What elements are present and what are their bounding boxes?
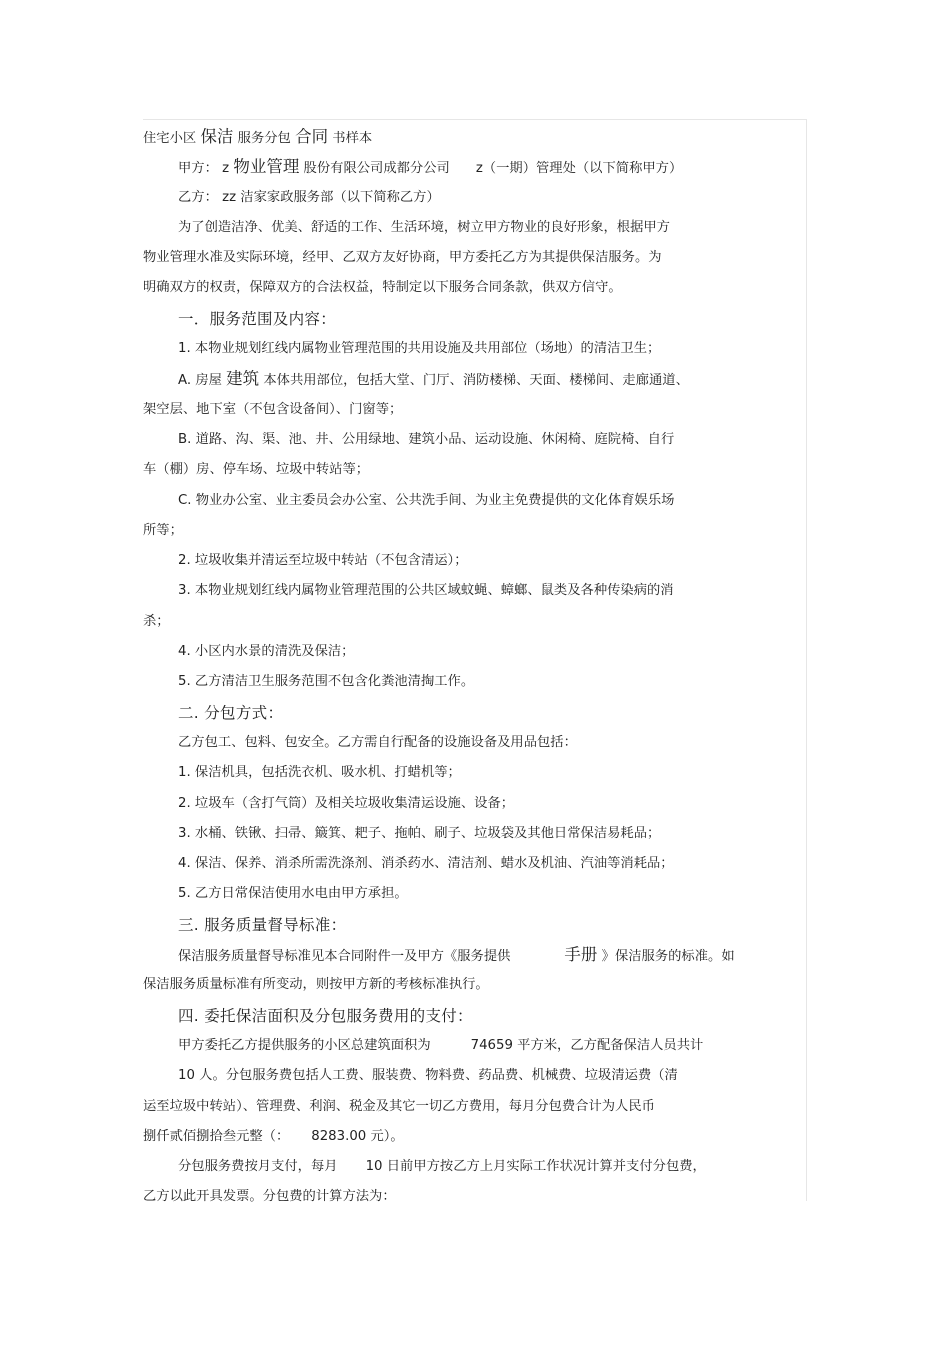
- section-4-para-1-line-1: 甲方委托乙方提供服务的小区总建筑面积为 74659 平方米，乙方配备保洁人员共计: [178, 1037, 704, 1053]
- document-title: 住宅小区 保洁 服务分包 合同 书样本: [143, 127, 373, 146]
- preamble-line-3: 明确双方的权责，保障双方的合法权益，特制定以下服务合同条款，供双方信守。: [143, 280, 622, 296]
- section-1-item-b-cont: 车（棚）房、停车场、垃圾中转站等；: [143, 462, 370, 478]
- section-1-item-3: 3. 本物业规划红线内属物业管理范围的公共区域蚊蝇、蟑螂、鼠类及各种传染病的消: [178, 583, 674, 599]
- section-1-item-3-cont: 杀；: [143, 613, 170, 629]
- section-1-item-a-cont: 架空层、地下室（不包含设备间）、门窗等；: [143, 401, 403, 417]
- section-2-intro: 乙方包工、包料、包安全。乙方需自行配备的设施设备及用品包括：: [178, 734, 577, 750]
- section-2-item-4: 4. 保洁、保养、消杀所需洗涤剂、消杀药水、清洁剂、蜡水及机油、汽油等消耗品；: [178, 856, 674, 872]
- section-4-heading: 四. 委托保洁面积及分包服务费用的支付：: [178, 1006, 473, 1025]
- contract-body: [143, 122, 793, 1213]
- section-3-line-1: 保洁服务质量督导标准见本合同附件一及甲方《服务提供 手册 》保洁服务的标准。如: [178, 945, 735, 965]
- preamble-line-1: 为了创造洁净、优美、舒适的工作、生活环境，树立甲方物业的良好形象，根据甲方: [178, 219, 670, 235]
- section-2-item-3: 3. 水桶、铁锹、扫帚、簸箕、耙子、拖帕、刷子、垃圾袋及其他日常保洁易耗品；: [178, 825, 661, 841]
- section-3-heading: 三. 服务质量督导标准：: [178, 915, 347, 934]
- section-2-item-5: 5. 乙方日常保洁使用水电由甲方承担。: [178, 886, 408, 902]
- section-4-para-1-line-2: 10 人。分包服务费包括人工费、服装费、物料费、药品费、机械费、垃圾清运费（清: [178, 1068, 678, 1084]
- preamble-line-2: 物业管理水准及实际环境，经甲、乙双方友好协商，甲方委托乙方为其提供保洁服务。为: [143, 250, 662, 266]
- section-4-para-1-line-4: 捌仟贰佰捌拾叁元整（： 8283.00 元）。: [143, 1128, 404, 1144]
- section-4-para-1-line-3: 运至垃圾中转站）、管理费、利润、税金及其它一切乙方费用，每月分包费合计为人民币: [143, 1098, 655, 1114]
- section-3-line-2: 保洁服务质量标准有所变动，则按甲方新的考核标准执行。: [143, 977, 489, 993]
- section-2-item-1: 1. 保洁机具，包括洗衣机、吸水机、打蜡机等；: [178, 765, 461, 781]
- section-1-item-b: B. 道路、沟、渠、池、井、公用绿地、建筑小品、运动设施、休闲椅、庭院椅、自行: [178, 431, 675, 447]
- party-b-line: 乙方： zz 洁家家政服务部（以下简称乙方）: [178, 189, 440, 205]
- section-2-heading: 二. 分包方式：: [178, 703, 284, 722]
- section-1-item-4: 4. 小区内水景的清洗及保洁；: [178, 644, 355, 660]
- section-4-para-2-line-1: 分包服务费按月支付，每月 10 日前甲方按乙方上月实际工作状况计算并支付分包费，: [178, 1159, 706, 1175]
- section-1-item-c-cont: 所等；: [143, 522, 183, 538]
- section-1-heading: 一．服务范围及内容：: [178, 309, 337, 328]
- section-1-item-1: 1. 本物业规划红线内属物业管理范围的共用设施及共用部位（场地）的清洁卫生；: [178, 341, 661, 357]
- party-a-line: 甲方： z 物业管理 股份有限公司成都分公司 z（一期）管理处（以下简称甲方）: [178, 157, 683, 177]
- section-2-item-2: 2. 垃圾车（含打气筒）及相关垃圾收集清运设施、设备；: [178, 795, 515, 811]
- section-1-item-5: 5. 乙方清洁卫生服务范围不包含化粪池清掏工作。: [178, 674, 475, 690]
- section-1-item-c: C. 物业办公室、业主委员会办公室、公共洗手间、为业主免费提供的文化体育娱乐场: [178, 492, 675, 508]
- section-1-item-a: A. 房屋 建筑 本体共用部位，包括大堂、门厅、消防楼梯、天面、楼梯间、走廊通道、: [178, 369, 689, 389]
- section-4-para-2-line-2: 乙方以此开具发票。分包费的计算方法为：: [143, 1189, 396, 1205]
- section-1-item-2: 2. 垃圾收集并清运至垃圾中转站（不包含清运）；: [178, 553, 468, 569]
